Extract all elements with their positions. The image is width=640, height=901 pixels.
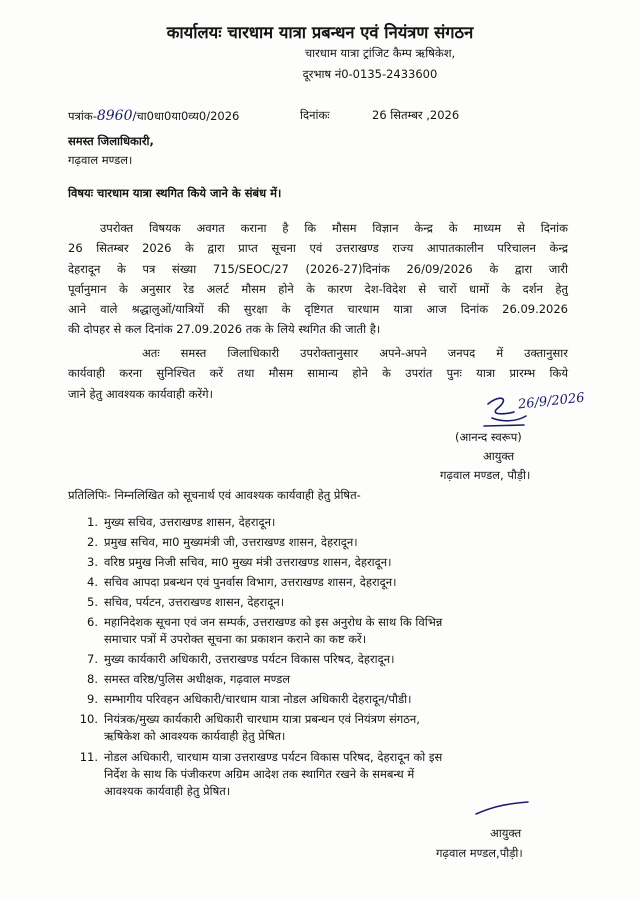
footer-office: गढ़वाल मण्डल,पौड़ी।: [436, 846, 523, 860]
list-item: [70, 691, 570, 708]
list-item-text: प्रमुख सचिव, मा0 मुख्यमंत्री जी, उत्तराखण्ड शासन, देहरादून।: [104, 535, 358, 549]
reference-line: [68, 108, 239, 124]
list-item: [70, 711, 570, 745]
list-item-number: 8.: [87, 672, 98, 686]
list-item-text: ऋषिकेश को आवश्यक कार्यवाही हेतु प्रेषित।: [104, 729, 286, 743]
list-item-text: मुख्य सचिव, उत्तराखण्ड शासन, देहरादून।: [104, 515, 276, 529]
para1-line: देहरादून के पत्र संख्या 715/SEOC/27 (2026-27)दिनांक 26/09/2026 के द्वारा जारी: [68, 261, 568, 276]
para2-line: कार्यवाही करना सुनिश्चित करें तथा मौसम सामान्य होने के उपरांत पुनः यात्रा प्रारम्भ किये: [68, 366, 568, 381]
addressee-line2: गढ़वाल मण्डल।: [68, 153, 133, 167]
copy-to-heading: प्रतिलिपिः- निम्नलिखित को सूचनार्थ एवं आवश्यक कार्यवाही हेतु प्रेषित-: [68, 488, 361, 502]
list-item: [70, 614, 570, 648]
para1-line: उपरोक्त विषयक अवगत कराना है कि मौसम विज्ञान केन्द्र के माध्यम से दिनांक: [100, 221, 568, 235]
list-item: [70, 514, 570, 531]
letterhead-address: चारधाम यात्रा ट्रांजिट कैम्प ऋषिकेश,: [304, 46, 456, 60]
subject-line: विषयः चारधाम यात्रा स्थगित किये जाने के संबंध में।: [68, 186, 282, 200]
list-item: [70, 594, 570, 611]
list-item: [70, 651, 570, 668]
list-item-number: 3.: [87, 555, 98, 569]
list-item-text: सम्भागीय परिवहन अधिकारी/चारधाम यात्रा नोडल अधिकारी देहरादून/पौडी।: [104, 692, 412, 706]
patrank-rest: /चा0धा0या0व्य0/2026: [132, 109, 240, 123]
letterhead-phone: दूरभाष नं0-0135-2433600: [302, 67, 438, 81]
list-item-number: 7.: [87, 652, 98, 666]
addressee-line1: समस्त जिलाधिकारी,: [68, 134, 154, 148]
copy-to-list: [70, 514, 570, 800]
list-item-text: नोडल अधिकारी, चारधाम यात्रा उत्तराखण्ड पर्यटन विकास परिषद, देहरादून को इस: [104, 750, 443, 764]
list-item-number: 2.: [87, 535, 98, 549]
para2-line: अतः समस्त जिलाधिकारी उपरोक्तानुसार अपने-अपने जनपद में उक्तानुसार: [142, 346, 568, 360]
list-item-text: समाचार पत्रों में उपरोक्त सूचना का प्रकाशन कराने का कष्ट करें।: [104, 632, 367, 646]
para1-line: आने वाले श्रद्धालुओं/यात्रियों की सुरक्षा के दृष्टिगत चारधाम यात्रा आज दिनांक 26.09.2026: [68, 302, 568, 317]
patrank-label: पत्रांक-: [68, 109, 97, 123]
handwritten-initials: [472, 798, 532, 820]
list-item-text: मुख्य कार्यकारी अधिकारी, उत्तराखण्ड पर्यटन विकास परिषद, देहरादून।: [104, 652, 395, 666]
list-item: [70, 534, 570, 551]
signatory-name: (आनन्द स्वरूप): [455, 430, 522, 444]
patrank-number: 8960: [96, 108, 133, 124]
list-item: [70, 554, 570, 571]
para2-line: जाने हेतु आवश्यक कार्यवाही करेंगे।: [68, 386, 214, 401]
list-item-number: 11.: [79, 750, 98, 764]
list-item-number: 9.: [87, 692, 98, 706]
letterhead-title: कार्यालयः चारधाम यात्रा प्रबन्धन एवं नियंत्रण संगठन: [166, 23, 474, 42]
list-item: [70, 749, 570, 800]
list-item-text: सचिव आपदा प्रबन्धन एवं पुनर्वास विभाग, उत्तराखण्ड शासन, देहरादून।: [104, 575, 397, 589]
para1-line: पूर्वानुमान के अनुसार रेड अलर्ट मौसम होने के कारण देश-विदेश से चारों धामों के दर्शन हेतु: [68, 281, 568, 296]
list-item-text: महानिदेशक सूचना एवं जन सम्पर्क, उत्तराखण्ड को इस अनुरोध के साथ कि विभिन्न: [104, 615, 443, 629]
list-item-number: 1.: [87, 515, 98, 529]
signatory-office: गढ़वाल मण्डल, पौड़ी।: [440, 468, 531, 482]
list-item-text: वरिष्ठ प्रमुख निजी सचिव, मा0 मुख्य मंत्री उत्तराखण्ड शासन, देहरादून।: [104, 555, 392, 569]
signatory-designation: आयुक्त: [483, 449, 515, 463]
footer-designation: आयुक्त: [490, 826, 522, 840]
body-paragraph-1: [68, 218, 568, 340]
signature-date: 26/9/2026: [517, 390, 586, 413]
list-item-number: 5.: [87, 595, 98, 609]
list-item-text: निर्देश के साथ कि पंजीकरण अग्रिम आदेश तक स्थागित रखने के समबन्ध में: [104, 767, 415, 781]
list-item-text: सचिव, पर्यटन, उत्तराखण्ड शासन, देहरादून।: [104, 595, 285, 609]
date-value: 26 सितम्बर ,2026: [372, 108, 460, 122]
list-item-text: नियंत्रक/मुख्य कार्यकारी अधिकारी चारधाम यात्रा प्रबन्धन एवं नियंत्रण संगठन,: [104, 712, 420, 726]
list-item-text: समस्त वरिष्ठ/पुलिस अधीक्षक, गढ़वाल मण्डल: [104, 672, 291, 686]
date-label: दिनांकः: [300, 108, 330, 122]
para1-line: 26 सितम्बर 2026 के द्वारा प्राप्त सूचना एवं उत्तराखण्ड राज्य आपातकालीन परिचालन केन्द्र: [68, 241, 568, 256]
list-item-number: 4.: [87, 575, 98, 589]
list-item-number: 10.: [79, 712, 98, 726]
para1-line: की दोपहर से कल दिनांक 27.09.2026 तक के लिये स्थगित की जाती है।: [68, 322, 381, 337]
list-item: [70, 671, 570, 688]
list-item-text: आवश्यक कार्यवाही हेतु प्रेषित।: [104, 784, 231, 798]
list-item: [70, 574, 570, 591]
list-item-number: 6.: [87, 615, 98, 629]
